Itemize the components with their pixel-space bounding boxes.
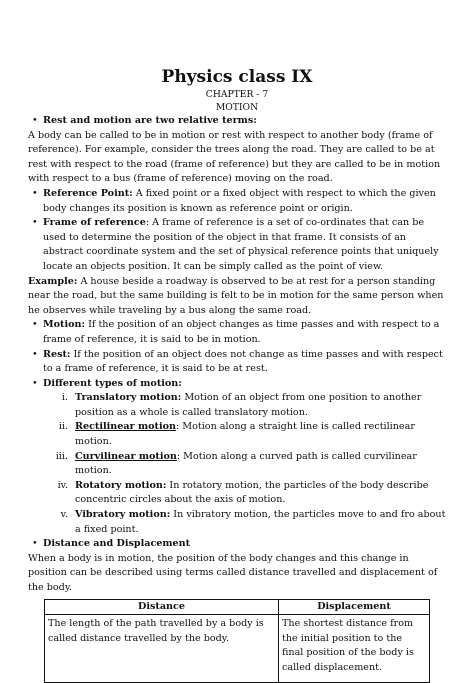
reference-point-text: A fixed point or a fixed object with respect to which the given body changes its position is known as reference point or origin. bbox=[43, 187, 436, 214]
roman-numeral: iii. bbox=[55, 450, 68, 462]
table-header-cell: Distance bbox=[45, 599, 279, 615]
bullet-icon: • bbox=[32, 538, 38, 550]
bullet-icon: • bbox=[32, 319, 38, 331]
types-of-motion-heading: Different types of motion: bbox=[43, 377, 182, 389]
rest-text: If the position of an object does not change as time passes and with respect to a frame of reference, it is said to be at rest. bbox=[43, 348, 443, 375]
bullet-icon: • bbox=[32, 348, 38, 360]
frame-of-reference-term: Frame of reference bbox=[43, 217, 146, 229]
motion-type-term: Rotatory motion: bbox=[75, 479, 167, 491]
example-paragraph bbox=[28, 275, 446, 319]
rest-term: Rest: bbox=[43, 348, 71, 360]
motion-type-item bbox=[28, 420, 446, 449]
motion-type-term: Rectilinear motion bbox=[75, 421, 176, 433]
roman-numeral: v. bbox=[60, 509, 68, 521]
motion-text: If the position of an object changes as time passes and with respect to a frame of reference, it is said to be in motion. bbox=[43, 319, 440, 345]
rest-motion-heading: Rest and motion are two relative terms: bbox=[43, 115, 257, 126]
example-label: Example: bbox=[28, 275, 78, 287]
document-title: Physics class IX bbox=[161, 67, 313, 87]
motion-type-text: Motion of an object from one position to another position as a whole is called translatory motion. bbox=[75, 392, 422, 418]
roman-numeral: iv. bbox=[57, 479, 68, 491]
bullet-distance-displacement bbox=[28, 537, 446, 552]
motion-type-item bbox=[28, 508, 446, 537]
distance-displacement-heading: Distance and Displacement bbox=[43, 538, 191, 550]
roman-numeral: i. bbox=[61, 392, 68, 404]
chapter-label: CHAPTER - 7 bbox=[205, 89, 269, 100]
distance-displacement-paragraph: When a body is in motion, the position of the body changes and this change in position can be described using terms called distance travelled and displacement of the body. bbox=[28, 552, 438, 593]
bullet-icon: • bbox=[32, 217, 38, 229]
bullet-motion bbox=[28, 318, 446, 347]
table-header-cell: Displacement bbox=[279, 599, 430, 615]
table-cell: The length of the path travelled by a body is called distance travelled by the body. bbox=[45, 615, 279, 683]
roman-numeral: ii. bbox=[58, 421, 68, 433]
motion-type-term: Translatory motion: bbox=[75, 392, 182, 404]
motion-term: Motion: bbox=[43, 319, 86, 331]
bullet-icon: • bbox=[32, 187, 38, 199]
motion-type-term: Curvilinear motion bbox=[75, 450, 177, 462]
motion-type-text: In vibratory motion, the particles move to and fro about a fixed point. bbox=[75, 509, 446, 535]
motion-type-item bbox=[28, 391, 446, 420]
example-text: A house beside a roadway is observed to be at rest for a person standing near the road, but the same building is felt to be in motion for the same person when he observes while traveling by a bus along the same road. bbox=[28, 275, 444, 316]
table-header-row bbox=[45, 599, 430, 615]
bullet-icon: • bbox=[32, 115, 38, 126]
frame-of-reference-text: : A frame of reference is a set of co-ordinates that can be used to determine the position of the object in that frame. It consists of an abstract coordinate system and the set of physical reference points that uniquely locate an objects position. It can be simply called as the point of view. bbox=[43, 217, 439, 272]
bullet-rest bbox=[28, 348, 446, 377]
reference-point-term: Reference Point: bbox=[43, 187, 133, 199]
motion-type-term: Vibratory motion: bbox=[75, 509, 171, 521]
distance-displacement-table bbox=[44, 599, 430, 683]
motion-type-item bbox=[28, 450, 446, 479]
motion-type-text: : Motion along a straight line is called rectilinear motion. bbox=[75, 421, 415, 448]
topic-label: MOTION bbox=[215, 102, 259, 113]
motion-type-text: In rotatory motion, the particles of the body describe concentric circles about the axis of motion. bbox=[75, 479, 429, 506]
bullet-rest-motion bbox=[28, 114, 446, 129]
bullet-types-of-motion bbox=[28, 377, 446, 392]
motion-type-text: : Motion along a curved path is called curvilinear motion. bbox=[75, 450, 417, 477]
bullet-reference-point bbox=[28, 187, 446, 216]
table-row bbox=[45, 615, 430, 683]
table-cell: The shortest distance from the initial position to the final position of the body is called displacement. bbox=[279, 615, 430, 683]
bullet-icon: • bbox=[32, 377, 38, 389]
rest-motion-paragraph: A body can be called to be in motion or rest with respect to another body (frame of reference). For example, consider the trees along the road. They are called to be at rest with respect to the road (frame of reference) but they are called to be in motion with respect to a bus (frame of reference) moving on the road. bbox=[28, 129, 441, 185]
motion-type-item bbox=[28, 479, 446, 508]
document-page bbox=[28, 66, 446, 683]
bullet-frame-of-reference bbox=[28, 216, 446, 274]
